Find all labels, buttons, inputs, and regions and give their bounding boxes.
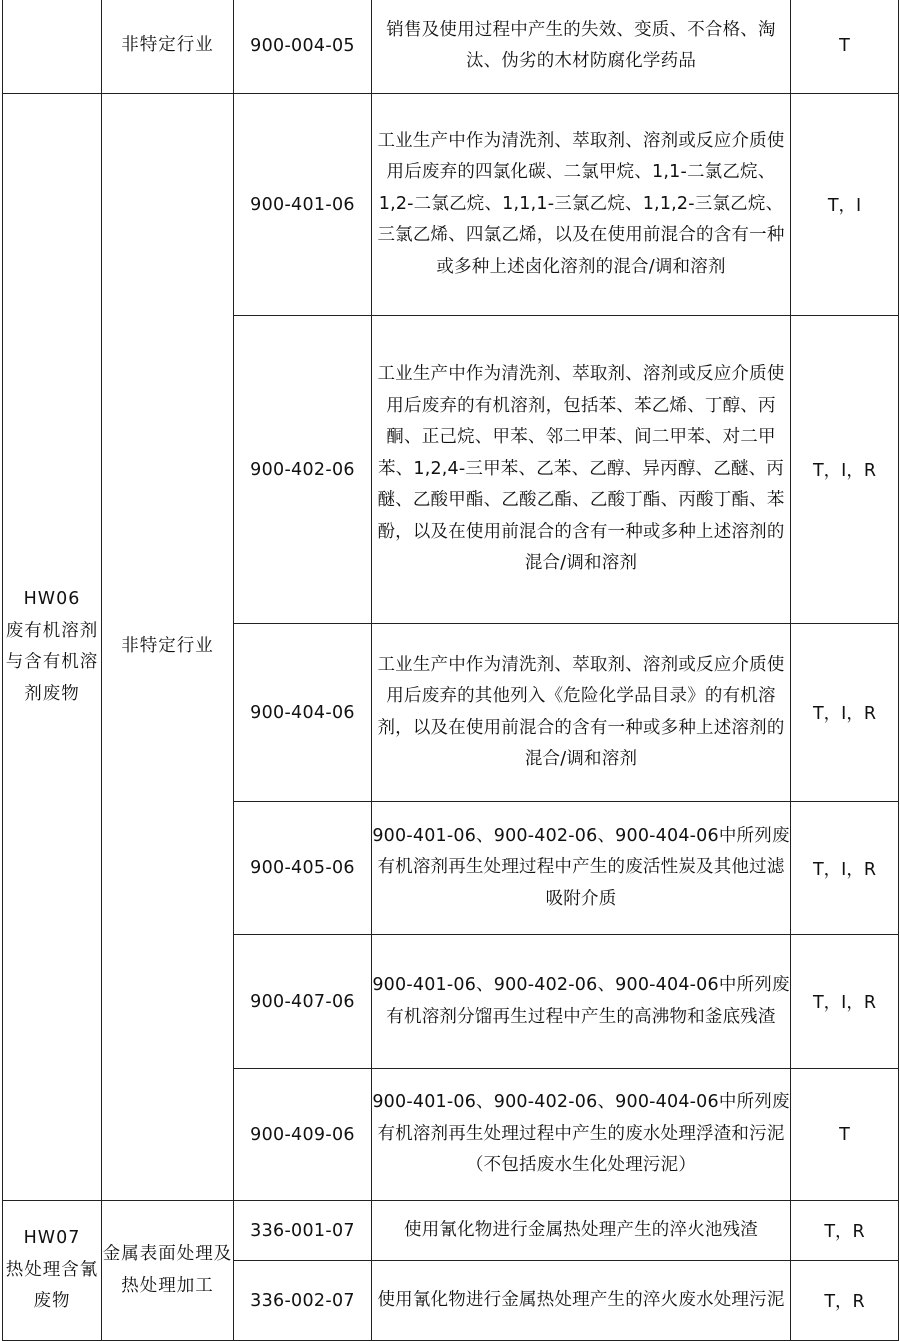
table-row bbox=[3, 1201, 899, 1261]
waste-description: 销售及使用过程中产生的失效、变质、不合格、淘汰、伪劣的木材防腐化学药品 bbox=[372, 0, 791, 94]
waste-description: 使用氰化物进行金属热处理产生的淬火废水处理污泥 bbox=[372, 1261, 791, 1341]
hazard-characteristic: T bbox=[791, 0, 899, 94]
table-row bbox=[3, 94, 899, 316]
hazard-characteristic: T，I，R bbox=[791, 316, 899, 624]
waste-description: 900-401-06、900-402-06、900-404-06中所列废有机溶剂分馏再生过程中产生的高沸物和釜底残渣 bbox=[372, 935, 791, 1069]
hazard-characteristic: T bbox=[791, 1069, 899, 1201]
waste-code: 336-001-07 bbox=[234, 1201, 372, 1261]
waste-description: 工业生产中作为清洗剂、萃取剂、溶剂或反应介质使用后废弃的四氯化碳、二氯甲烷、1,1-二氯乙烷、1,2-二氯乙烷、1,1,1-三氯乙烷、1,1,2-三氯乙烷、三氯乙烯、四氯乙烯，以及在使用前混合的含有一种或多种上述卤化溶剂的混合/调和溶剂 bbox=[372, 94, 791, 316]
hazard-characteristic: T，R bbox=[791, 1261, 899, 1341]
waste-code: 900-402-06 bbox=[234, 316, 372, 624]
category-cell bbox=[3, 1201, 102, 1341]
hazard-characteristic: T，I，R bbox=[791, 935, 899, 1069]
table-row bbox=[3, 0, 899, 94]
waste-code: 900-404-06 bbox=[234, 624, 372, 802]
waste-code: 900-401-06 bbox=[234, 94, 372, 316]
waste-code: 900-405-06 bbox=[234, 802, 372, 935]
waste-description: 使用氰化物进行金属热处理产生的淬火池残渣 bbox=[372, 1201, 791, 1261]
industry-cell: 金属表面处理及热处理加工 bbox=[102, 1201, 234, 1341]
industry-cell: 非特定行业 bbox=[102, 0, 234, 94]
hazard-characteristic: T，I，R bbox=[791, 624, 899, 802]
hazard-characteristic: T，I bbox=[791, 94, 899, 316]
hazard-characteristic: T，R bbox=[791, 1201, 899, 1261]
waste-description: 900-401-06、900-402-06、900-404-06中所列废有机溶剂再生处理过程中产生的废水处理浮渣和污泥（不包括废水生化处理污泥） bbox=[372, 1069, 791, 1201]
waste-description: 工业生产中作为清洗剂、萃取剂、溶剂或反应介质使用后废弃的其他列入《危险化学品目录》的有机溶剂，以及在使用前混合的含有一种或多种上述溶剂的混合/调和溶剂 bbox=[372, 624, 791, 802]
waste-code: 900-004-05 bbox=[234, 0, 372, 94]
waste-description: 工业生产中作为清洗剂、萃取剂、溶剂或反应介质使用后废弃的有机溶剂，包括苯、苯乙烯、丁醇、丙酮、正己烷、甲苯、邻二甲苯、间二甲苯、对二甲苯、1,2,4-三甲苯、乙苯、乙醇、异丙醇、乙醚、丙醚、乙酸甲酯、乙酸乙酯、乙酸丁酯、丙酸丁酯、苯酚，以及在使用前混合的含有一种或多种上述溶剂的混合/调和溶剂 bbox=[372, 316, 791, 624]
category-code: HW06 bbox=[23, 589, 81, 609]
category-cell-empty bbox=[3, 0, 102, 94]
category-name: 热处理含氰废物 bbox=[5, 1259, 99, 1312]
waste-description: 900-401-06、900-402-06、900-404-06中所列废有机溶剂再生处理过程中产生的废活性炭及其他过滤吸附介质 bbox=[372, 802, 791, 935]
waste-code: 336-002-07 bbox=[234, 1261, 372, 1341]
hazardous-waste-table bbox=[2, 0, 899, 1341]
waste-code: 900-409-06 bbox=[234, 1069, 372, 1201]
industry-cell: 非特定行业 bbox=[102, 94, 234, 1201]
hazard-characteristic: T，I，R bbox=[791, 802, 899, 935]
category-cell bbox=[3, 94, 102, 1201]
category-name: 废有机溶剂与含有机溶剂废物 bbox=[5, 620, 99, 704]
category-code: HW07 bbox=[23, 1228, 81, 1249]
waste-code: 900-407-06 bbox=[234, 935, 372, 1069]
